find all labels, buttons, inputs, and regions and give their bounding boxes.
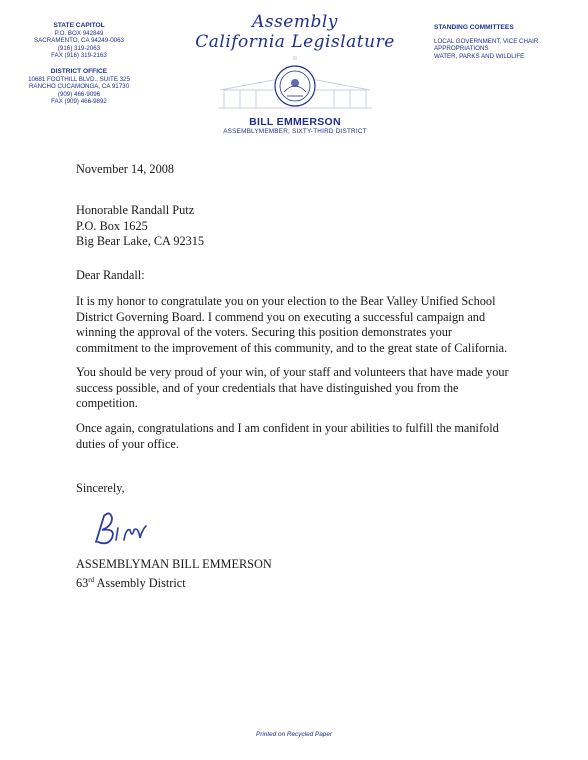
letterhead bbox=[170, 12, 420, 135]
district-line: (909) 466-9096 bbox=[57, 90, 101, 98]
district-label: Assembly District bbox=[94, 575, 186, 590]
closing: Sincerely, bbox=[76, 481, 125, 495]
member-title: ASSEMBLYMEMBER, SIXTY-THIRD DISTRICT bbox=[223, 128, 367, 135]
letterhead-assembly: Assembly bbox=[252, 12, 338, 32]
signer-district bbox=[76, 573, 516, 592]
letterhead-legislature: California Legislature bbox=[195, 32, 395, 52]
recipient-line: Honorable Randall Putz bbox=[76, 203, 195, 217]
recycled-paper-note: Printed on Recycled Paper bbox=[255, 731, 333, 738]
district-number: 63 bbox=[76, 575, 89, 590]
committees-title: STANDING COMMITTEES bbox=[434, 24, 514, 31]
district-line: 10681 FOOTHILL BLVD., SUITE 325 bbox=[28, 75, 130, 83]
handwritten-signature bbox=[90, 508, 160, 555]
standing-committees-block bbox=[434, 24, 584, 60]
paragraph-1: It is my honor to congratulate you on your election to the Bear Valley Unified School District Governing Board. I commend you on executing a successful campaign and winning the approval of the voters. Securing this position demonstrates your commitment to the improvement of this community, and to the great state of California. bbox=[76, 294, 508, 355]
district-ordinal: rd bbox=[88, 575, 95, 584]
district-line: FAX (909) 466-9892 bbox=[51, 98, 107, 106]
member-name: BILL EMMERSON bbox=[249, 116, 341, 128]
signer-name: ASSEMBLYMAN BILL EMMERSON bbox=[76, 557, 272, 571]
capitol-line: FAX (916) 319-2163 bbox=[51, 52, 107, 60]
salutation: Dear Randall: bbox=[76, 268, 145, 282]
committee-item: APPROPRIATIONS bbox=[434, 45, 489, 53]
state-seal-icon bbox=[210, 56, 380, 114]
capitol-line: (916) 319-2063 bbox=[57, 44, 101, 52]
state-capitol-title: STATE CAPITOL bbox=[53, 22, 105, 29]
capitol-line: SACRAMENTO, CA 94249-0063 bbox=[34, 37, 124, 45]
district-office-title: DISTRICT OFFICE bbox=[50, 67, 108, 75]
paragraph-3: Once again, congratulations and I am confident in your abilities to fulfill the manifold duties of your office. bbox=[76, 421, 499, 451]
signer-block bbox=[76, 557, 516, 591]
paragraph-2: You should be very proud of your win, of your staff and volunteers that have made your success possible, and of your credentials that have distinguished you from the competition. bbox=[76, 365, 509, 411]
capitol-seal-graphic bbox=[170, 56, 420, 114]
recipient-line: P.O. Box 1625 bbox=[76, 218, 148, 233]
committee-item: WATER, PARKS AND WILDLIFE bbox=[434, 52, 525, 60]
committee-item: LOCAL GOVERNMENT, VICE CHAIR bbox=[434, 37, 539, 45]
recipient-address bbox=[76, 203, 516, 250]
district-line: RANCHO CUCAMONGA, CA 91730 bbox=[28, 83, 130, 91]
recipient-line: Big Bear Lake, CA 92315 bbox=[76, 234, 205, 249]
capitol-line: P.O. BOX 942849 bbox=[54, 29, 104, 37]
state-capitol-address-block bbox=[0, 22, 158, 106]
letter-date: November 14, 2008 bbox=[76, 162, 175, 176]
